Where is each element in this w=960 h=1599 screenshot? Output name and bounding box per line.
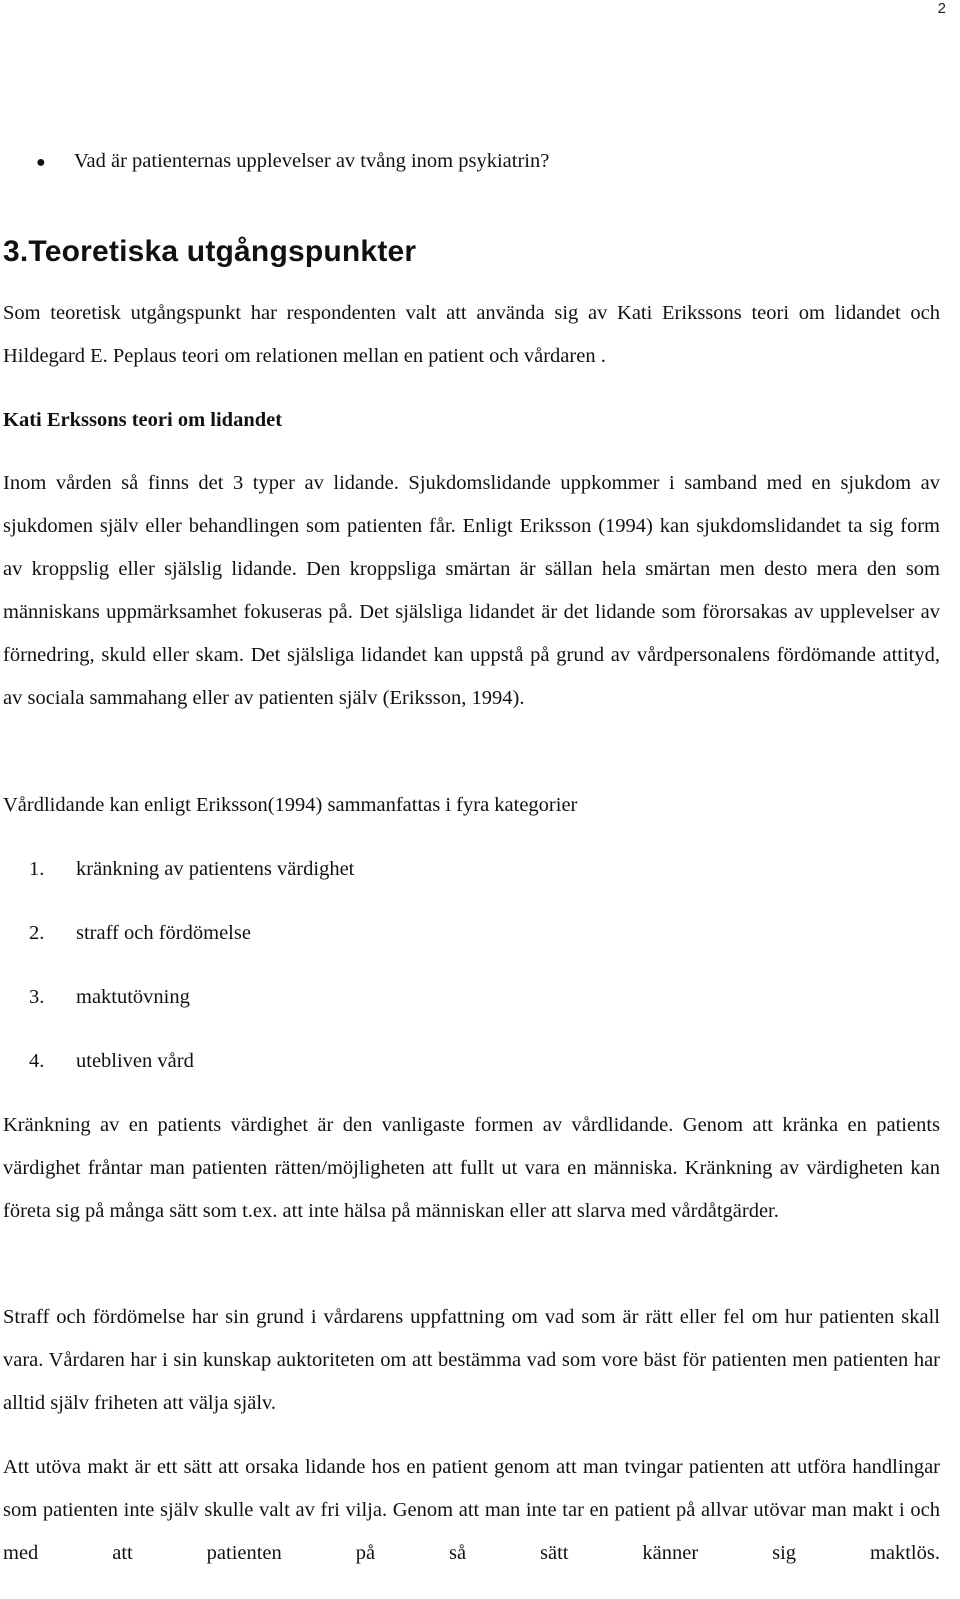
dignity-paragraph: Kränkning av en patients värdighet är den vanligaste formen av vårdlidande. Genom att kränka en patients värdighet fråntar man patienten rätten/möjligheten att fullt ut vara en människa. Kränkning av värdigheten kan företa sig på många sätt som t.ex. att inte hälsa på människan eller att slarva med vårdåtgärder.: [3, 1114, 940, 1222]
subheading: Kati Erkssons teori om lidandet: [3, 409, 283, 431]
list-item: 4. utebliven vård: [29, 1050, 194, 1072]
suffering-text-section: [3, 462, 940, 720]
section-heading: 3.Teoretiska utgångspunkter: [3, 235, 417, 268]
punishment-paragraph: Straff och fördömelse har sin grund i vårdarens uppfattning om vad som är rätt eller fel om hur patienten skall vara. Vårdaren har i sin kunskap auktoriteten om att bestämma vad som vore bäst för patienten men patienten har alltid själv friheten att välja själv.: [3, 1306, 940, 1414]
list-item: 3. maktutövning: [29, 986, 190, 1008]
power-section: [3, 1446, 940, 1575]
list-intro: Vårdlidande kan enligt Eriksson(1994) sammanfattas i fyra kategorier: [3, 794, 578, 816]
question-text: Vad är patienternas upplevelser av tvång inom psykiatrin?: [74, 150, 550, 172]
list-intro-section: [3, 784, 940, 827]
power-paragraph: Att utöva makt är ett sätt att orsaka lidande hos en patient genom att man tvingar patienten att utföra handlingar som patienten inte själv skulle valt av fri vilja. Genom att man inte tar en patient på allvar utövar man makt i och med att patienten på så sätt känner sig maktlös.: [3, 1456, 940, 1564]
intro-section: [3, 292, 940, 378]
punishment-section: [3, 1296, 940, 1425]
question-bullet: [36, 140, 549, 184]
intro-paragraph: Som teoretisk utgångspunkt har respondenten valt att använda sig av Kati Erikssons teori om lidandet och Hildegard E. Peplaus teori om relationen mellan en patient och vårdaren .: [3, 302, 940, 367]
suffering-paragraph: Inom vården så finns det 3 typer av lidande. Sjukdomslidande uppkommer i samband med en sjukdom av sjukdomen själv eller behandlingen som patienten får. Enligt Eriksson (1994) kan sjukdomslidandet ta sig form av kroppslig eller själslig lidande. Den kroppsliga smärtan är sällan hela smärtan men desto mera den som människans uppmärksamhet fokuseras på. Det själsliga lidandet är det lidande som förorsakas av upplevelser av förnedring, skuld eller skam. Det själsliga lidandet kan uppstå på grund av vårdpersonalens fördömande attityd, av sociala sammahang eller av patienten själv (Eriksson, 1994).: [3, 472, 940, 709]
list-item: 1. kränkning av patientens värdighet: [29, 858, 355, 880]
bullet-icon: ●: [36, 154, 46, 171]
categories-list: [3, 837, 940, 1093]
dignity-section: [3, 1104, 940, 1233]
categories-section: [3, 837, 940, 1093]
list-item: 2. straff och fördömelse: [29, 922, 251, 944]
page-number: 2: [937, 0, 946, 17]
suffering-section: [3, 399, 940, 442]
